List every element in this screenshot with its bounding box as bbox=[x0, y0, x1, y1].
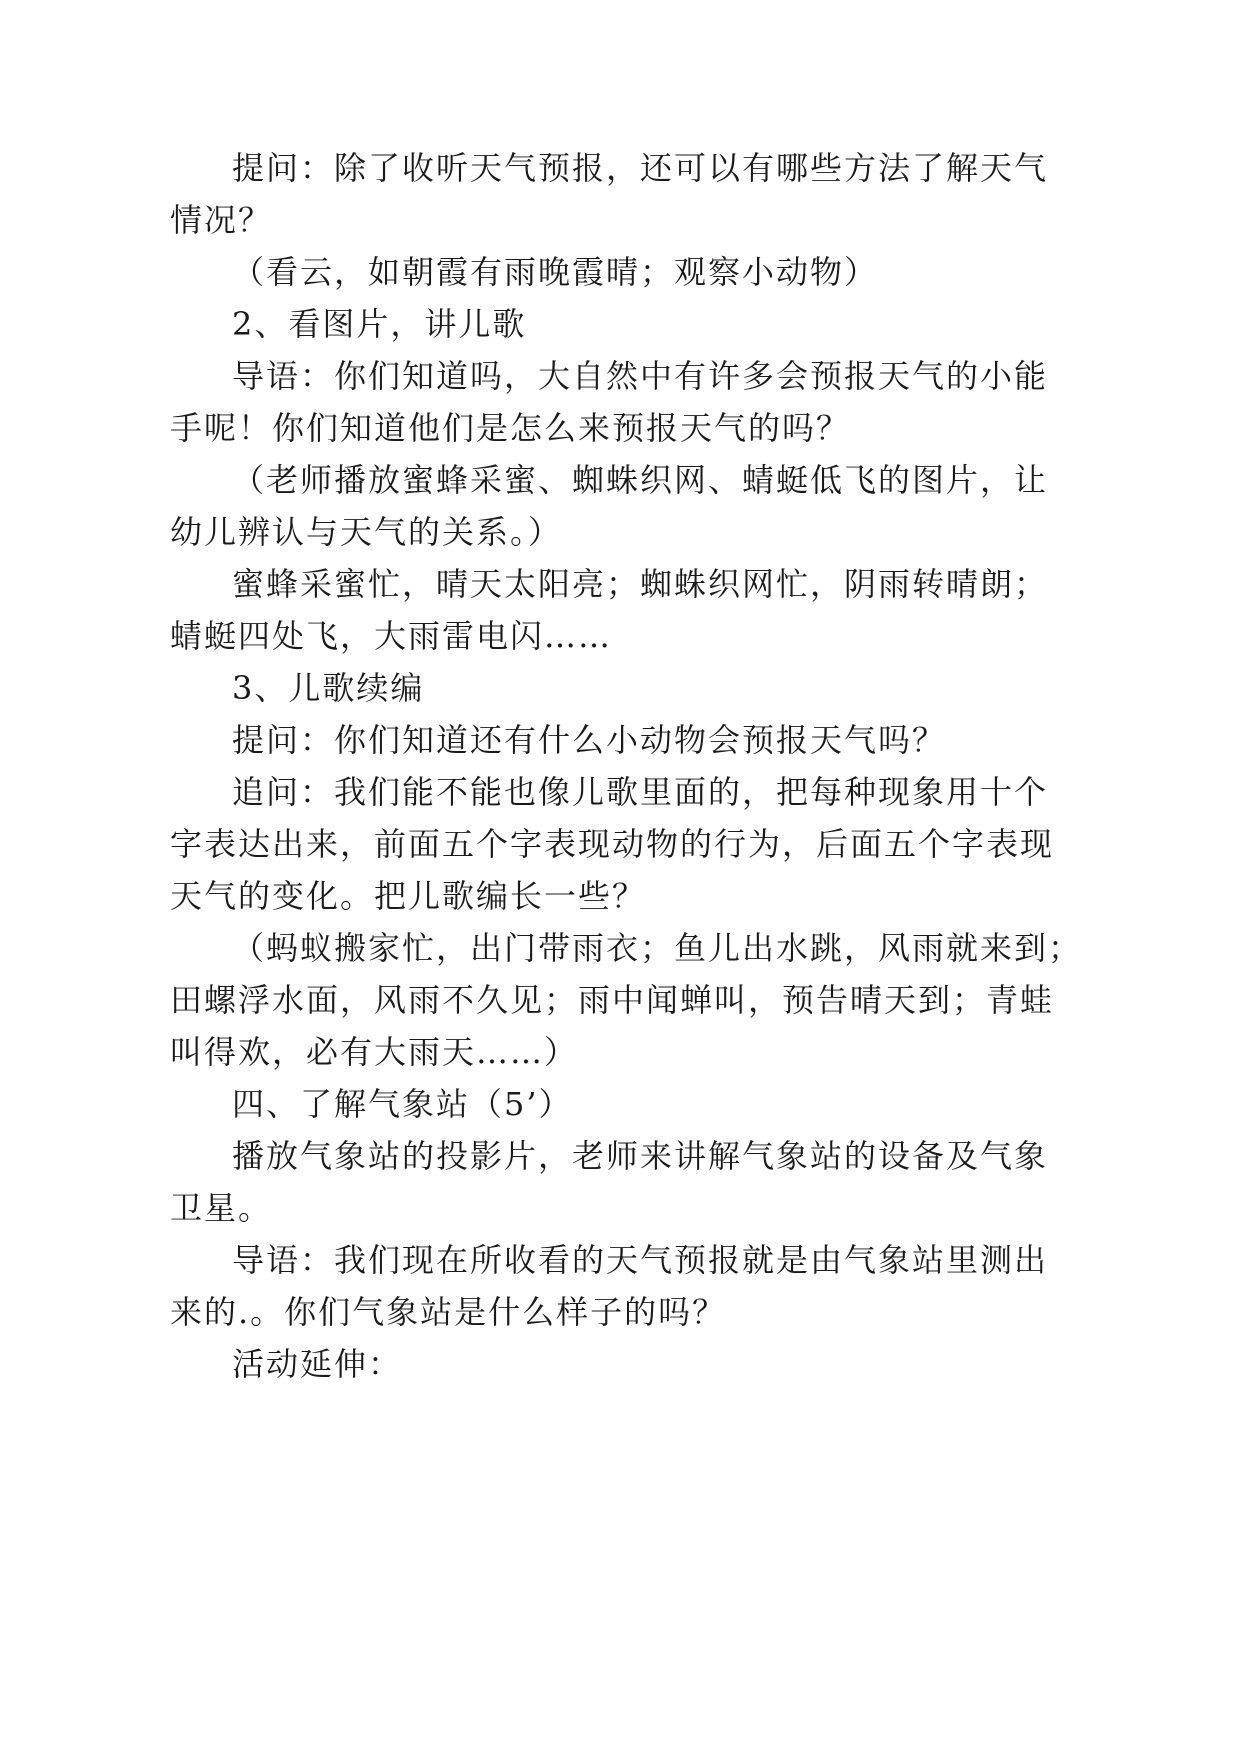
paragraph-line: 导语：你们知道吗，大自然中有许多会预报天气的小能 bbox=[232, 357, 1049, 395]
paragraph-line: 播放气象站的投影片，老师来讲解气象站的设备及气象 bbox=[232, 1137, 1049, 1175]
paragraph-line: 幼儿辨认与天气的关系。） bbox=[170, 513, 563, 551]
paragraph-line: 蜻蜓四处飞，大雨雷电闪…… bbox=[170, 617, 613, 655]
section-heading: 2、看图片，讲儿歌 bbox=[232, 305, 527, 343]
section-heading: 四、了解气象站（5’） bbox=[232, 1085, 573, 1123]
paragraph-line: 活动延伸： bbox=[232, 1345, 403, 1383]
paragraph-line: 来的.。你们气象站是什么样子的吗？ bbox=[170, 1293, 727, 1331]
paragraph-line: （看云，如朝霞有雨晚霞晴；观察小动物） bbox=[232, 253, 879, 291]
paragraph-line: 情况？ bbox=[170, 201, 273, 239]
paragraph-line: 天气的变化。把儿歌编长一些？ bbox=[170, 877, 647, 915]
paragraph-line: 田螺浮水面，风雨不久见；雨中闻蝉叫，预告晴天到；青蛙 bbox=[170, 981, 1055, 1019]
paragraph-line: 导语：我们现在所收看的天气预报就是由气象站里测出 bbox=[232, 1241, 1049, 1279]
paragraph-line: （蚂蚁搬家忙，出门带雨衣；鱼儿出水跳，风雨就来到； bbox=[232, 929, 1083, 967]
paragraph-line: 提问：除了收听天气预报，还可以有哪些方法了解天气 bbox=[232, 149, 1049, 187]
paragraph-line: 叫得欢，必有大雨天……） bbox=[170, 1033, 579, 1071]
paragraph-line: （老师播放蜜蜂采蜜、蜘蛛织网、蜻蜓低飞的图片，让 bbox=[232, 461, 1049, 499]
paragraph-line: 卫星。 bbox=[170, 1189, 273, 1227]
paragraph-line: 手呢！你们知道他们是怎么来预报天气的吗？ bbox=[170, 409, 851, 447]
paragraph-line: 提问：你们知道还有什么小动物会预报天气吗？ bbox=[232, 721, 947, 759]
paragraph-line: 字表达出来，前面五个字表现动物的行为，后面五个字表现 bbox=[170, 825, 1055, 863]
paragraph-line: 蜜蜂采蜜忙，晴天太阳亮；蜘蛛织网忙，阴雨转晴朗； bbox=[232, 565, 1049, 603]
paragraph-line: 追问：我们能不能也像儿歌里面的，把每种现象用十个 bbox=[232, 773, 1049, 811]
section-heading: 3、儿歌续编 bbox=[232, 669, 425, 707]
